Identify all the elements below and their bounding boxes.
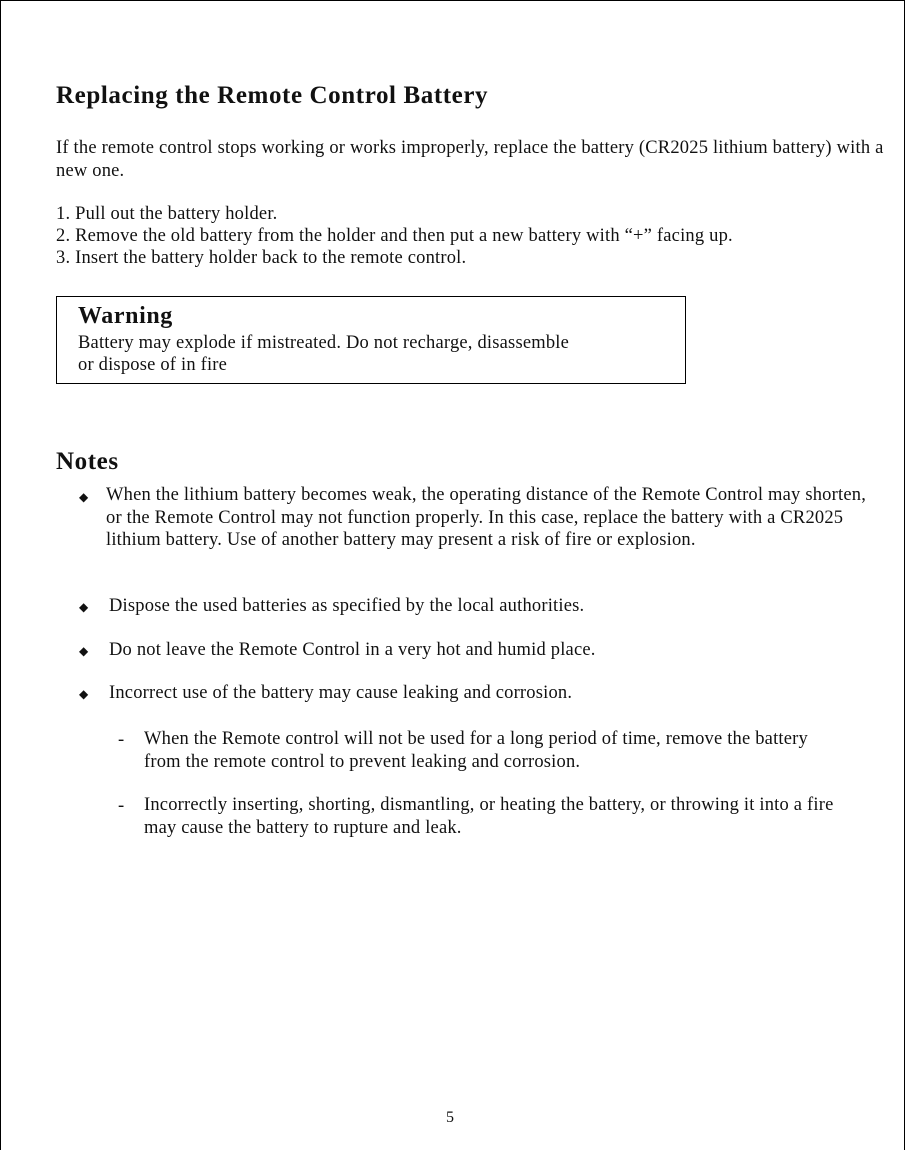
warning-text-line: Battery may explode if mistreated. Do not recharge, disassemble: [78, 333, 570, 353]
dash-icon: -: [118, 730, 125, 750]
diamond-bullet-icon: ◆: [79, 687, 89, 701]
diamond-bullet-icon: ◆: [79, 600, 89, 614]
steps-list: [56, 203, 886, 269]
notes-title: Notes: [56, 448, 119, 475]
note-sub-item: When the Remote control will not be used for a long period of time, remove the battery from the remote control to prevent leaking and corrosion.: [144, 729, 808, 772]
diamond-bullet-icon: ◆: [79, 490, 89, 504]
dash-icon: -: [118, 796, 125, 816]
step-item: 2. Remove the old battery from the holder and then put a new battery with “+” facing up.: [56, 226, 733, 246]
step-item: 1. Pull out the battery holder.: [56, 204, 278, 224]
note-bullet: Do not leave the Remote Control in a very hot and humid place.: [109, 640, 596, 660]
warning-title: Warning: [78, 303, 173, 329]
section-title: Replacing the Remote Control Battery: [56, 82, 489, 109]
warning-text-line: or dispose of in fire: [78, 355, 228, 375]
warning-text: [78, 332, 668, 376]
intro-paragraph: If the remote control stops working or works improperly, replace the battery (CR2025 lithium battery) with a new one.: [56, 138, 884, 181]
diamond-bullet-icon: ◆: [79, 644, 89, 658]
step-item: 3. Insert the battery holder back to the remote control.: [56, 248, 467, 268]
note-bullet: Dispose the used batteries as specified by the local authorities.: [109, 596, 585, 616]
page-number: 5: [446, 1109, 454, 1126]
note-sub-item: Incorrectly inserting, shorting, dismantling, or heating the battery, or throwing it into a fire may cause the battery to rupture and leak.: [144, 795, 834, 838]
note-bullet: Incorrect use of the battery may cause leaking and corrosion.: [109, 683, 573, 703]
note-bullet: When the lithium battery becomes weak, the operating distance of the Remote Control may shorten, or the Remote Control may not function properly. In this case, replace the battery with a CR2025 lithium battery. Use of another battery may present a risk of fire or explosion.: [106, 485, 867, 550]
warning-box: [56, 296, 686, 384]
